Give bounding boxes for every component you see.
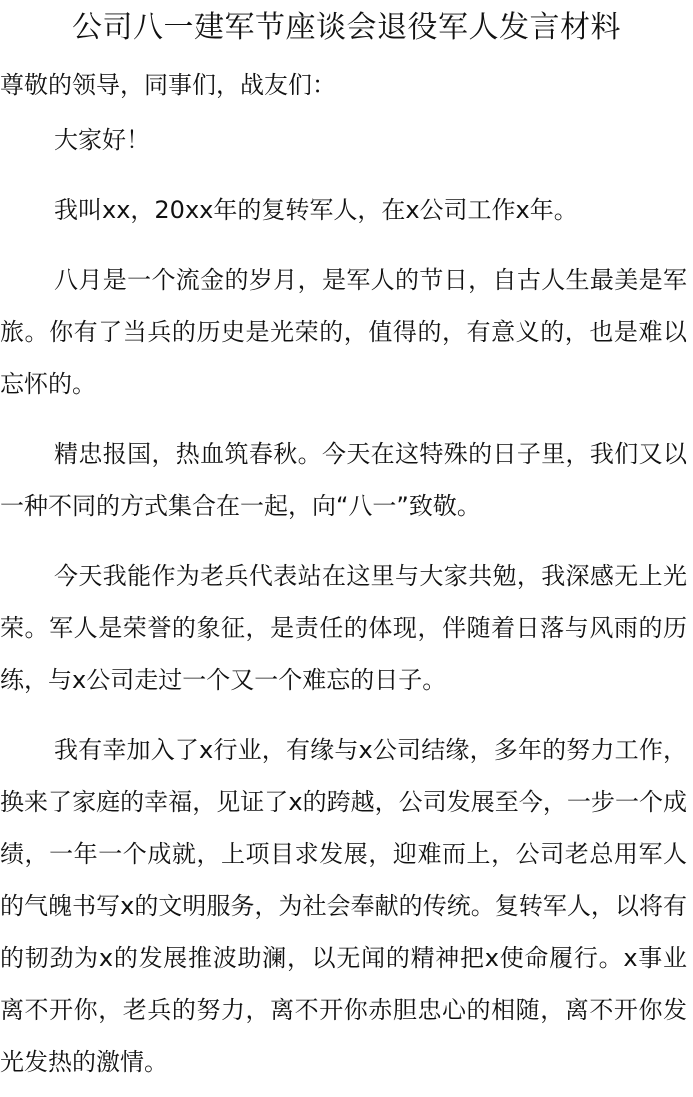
paragraph-4: 精忠报国，热血筑春秋。今天在这特殊的日子里，我们又以一种不同的方式集合在一起，向“八一”致敬。 — [0, 440, 687, 520]
paragraph-6: 我有幸加入了x行业，有缘与x公司结缘，多年的努力工作，换来了家庭的幸福，见证了x的跨越，公司发展至今，一步一个成绩，一年一个成就，上项目求发展，迎难而上，公司老总用军人的气魄书写x的文明服务，为社会奉献的传统。复转军人，以将有的韧劲为x的发展推波助澜，以无闻的精神把x使命履行。x事业离不开你，老兵的努力，离不开你赤胆忠心的相随，离不开你发光发热的激情。 — [0, 736, 687, 1076]
paragraph-3: 八月是一个流金的岁月，是军人的节日，自古人生最美是军旅。你有了当兵的历史是光荣的，值得的，有意义的，也是难以忘怀的。 — [0, 266, 687, 398]
document-title: 公司八一建军节座谈会退役军人发言材料 — [72, 10, 621, 45]
paragraph-2: 我叫xx，20xx年的复转军人，在x公司工作x年。 — [54, 196, 578, 224]
salutation: 尊敬的领导，同事们，战友们： — [0, 71, 336, 99]
paragraph-1: 大家好！ — [54, 126, 150, 154]
paragraph-5: 今天我能作为老兵代表站在这里与大家共勉，我深感无上光荣。军人是荣誉的象征，是责任的体现，伴随着日落与风雨的历练，与x公司走过一个又一个难忘的日子。 — [0, 562, 687, 694]
